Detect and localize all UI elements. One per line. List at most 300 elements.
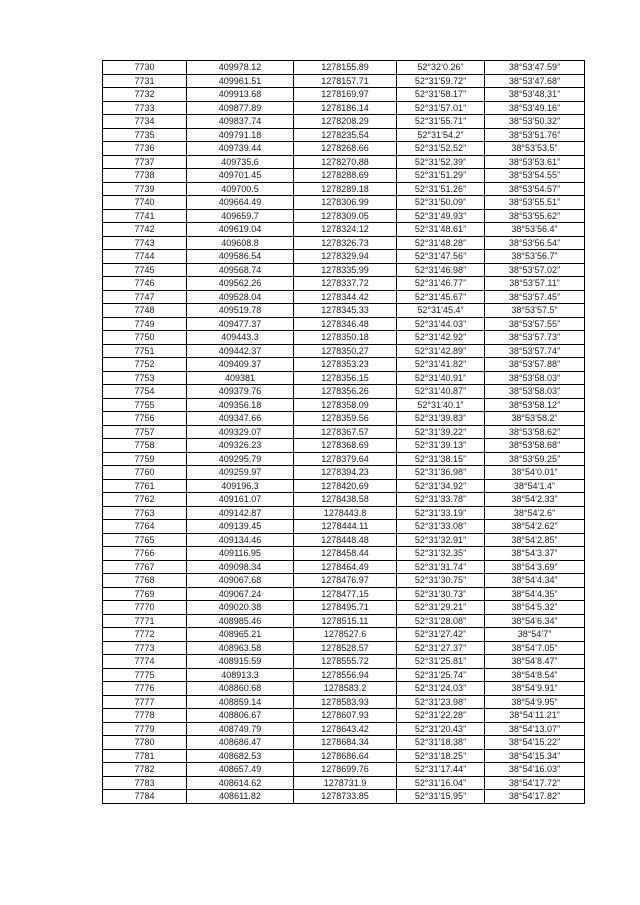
table-row bbox=[103, 439, 585, 453]
table-row bbox=[103, 88, 585, 102]
x-coordinate-cell: 409562.26 bbox=[187, 277, 294, 291]
latitude-cell: 52°31’15.95” bbox=[397, 790, 485, 804]
y-coordinate-cell: 1278556.94 bbox=[294, 668, 397, 682]
x-coordinate-cell: 408860.68 bbox=[187, 682, 294, 696]
table-row bbox=[103, 695, 585, 709]
point-number-cell: 7772 bbox=[103, 628, 187, 642]
x-coordinate-cell: 409142.87 bbox=[187, 506, 294, 520]
latitude-cell: 52°31’52.39” bbox=[397, 155, 485, 169]
point-number-cell: 7733 bbox=[103, 101, 187, 115]
table-row bbox=[103, 520, 585, 534]
point-number-cell: 7739 bbox=[103, 182, 187, 196]
longitude-cell: 38°53’57.88” bbox=[485, 358, 585, 372]
y-coordinate-cell: 1278367.57 bbox=[294, 425, 397, 439]
x-coordinate-cell: 409528.04 bbox=[187, 290, 294, 304]
latitude-cell: 52°31’30.73” bbox=[397, 587, 485, 601]
x-coordinate-cell: 409700.5 bbox=[187, 182, 294, 196]
y-coordinate-cell: 1278684.34 bbox=[294, 736, 397, 750]
longitude-cell: 38°54’17.82” bbox=[485, 790, 585, 804]
x-coordinate-cell: 409329.07 bbox=[187, 425, 294, 439]
table-row bbox=[103, 506, 585, 520]
table-row bbox=[103, 398, 585, 412]
x-coordinate-cell: 409477.37 bbox=[187, 317, 294, 331]
y-coordinate-cell: 1278733.85 bbox=[294, 790, 397, 804]
point-number-cell: 7745 bbox=[103, 263, 187, 277]
longitude-cell: 38°54’5.32” bbox=[485, 601, 585, 615]
point-number-cell: 7757 bbox=[103, 425, 187, 439]
table-row bbox=[103, 749, 585, 763]
latitude-cell: 52°31’32.91” bbox=[397, 533, 485, 547]
longitude-cell: 38°53’57.5” bbox=[485, 304, 585, 318]
point-number-cell: 7766 bbox=[103, 547, 187, 561]
y-coordinate-cell: 1278169.97 bbox=[294, 88, 397, 102]
x-coordinate-cell: 409067.24 bbox=[187, 587, 294, 601]
latitude-cell: 52°31’23.98” bbox=[397, 695, 485, 709]
table-row bbox=[103, 115, 585, 129]
table-row bbox=[103, 169, 585, 183]
y-coordinate-cell: 1278337.72 bbox=[294, 277, 397, 291]
x-coordinate-cell: 409356.18 bbox=[187, 398, 294, 412]
x-coordinate-cell: 408806.67 bbox=[187, 709, 294, 723]
y-coordinate-cell: 1278368.69 bbox=[294, 439, 397, 453]
x-coordinate-cell: 409116.95 bbox=[187, 547, 294, 561]
latitude-cell: 52°31’45.67” bbox=[397, 290, 485, 304]
y-coordinate-cell: 1278443.8 bbox=[294, 506, 397, 520]
point-number-cell: 7764 bbox=[103, 520, 187, 534]
point-number-cell: 7744 bbox=[103, 250, 187, 264]
longitude-cell: 38°54’3.69” bbox=[485, 560, 585, 574]
point-number-cell: 7762 bbox=[103, 493, 187, 507]
y-coordinate-cell: 1278326.73 bbox=[294, 236, 397, 250]
point-number-cell: 7730 bbox=[103, 61, 187, 75]
table-row bbox=[103, 641, 585, 655]
longitude-cell: 38°53’56.54” bbox=[485, 236, 585, 250]
y-coordinate-cell: 1278379.64 bbox=[294, 452, 397, 466]
x-coordinate-cell: 408749.79 bbox=[187, 722, 294, 736]
latitude-cell: 52°31’39.22” bbox=[397, 425, 485, 439]
table-row bbox=[103, 668, 585, 682]
table-row bbox=[103, 128, 585, 142]
longitude-cell: 38°54’6.34” bbox=[485, 614, 585, 628]
table-row bbox=[103, 790, 585, 804]
table-row bbox=[103, 628, 585, 642]
latitude-cell: 52°31’22.28” bbox=[397, 709, 485, 723]
table-row bbox=[103, 155, 585, 169]
table-row bbox=[103, 304, 585, 318]
latitude-cell: 52°31’59.72” bbox=[397, 74, 485, 88]
point-number-cell: 7784 bbox=[103, 790, 187, 804]
y-coordinate-cell: 1278583.93 bbox=[294, 695, 397, 709]
point-number-cell: 7736 bbox=[103, 142, 187, 156]
y-coordinate-cell: 1278350.18 bbox=[294, 331, 397, 345]
x-coordinate-cell: 408682.53 bbox=[187, 749, 294, 763]
x-coordinate-cell: 409619.04 bbox=[187, 223, 294, 237]
table-row bbox=[103, 101, 585, 115]
longitude-cell: 38°53’53.5” bbox=[485, 142, 585, 156]
point-number-cell: 7776 bbox=[103, 682, 187, 696]
y-coordinate-cell: 1278329.94 bbox=[294, 250, 397, 264]
latitude-cell: 52°31’17.44” bbox=[397, 763, 485, 777]
point-number-cell: 7755 bbox=[103, 398, 187, 412]
point-number-cell: 7771 bbox=[103, 614, 187, 628]
y-coordinate-cell: 1278495.71 bbox=[294, 601, 397, 615]
longitude-cell: 38°53’57.45” bbox=[485, 290, 585, 304]
latitude-cell: 52°31’24.03” bbox=[397, 682, 485, 696]
point-number-cell: 7754 bbox=[103, 385, 187, 399]
point-number-cell: 7751 bbox=[103, 344, 187, 358]
longitude-cell: 38°53’56.7” bbox=[485, 250, 585, 264]
latitude-cell: 52°31’51.29” bbox=[397, 169, 485, 183]
x-coordinate-cell: 408965.21 bbox=[187, 628, 294, 642]
y-coordinate-cell: 1278345.33 bbox=[294, 304, 397, 318]
longitude-cell: 38°54’4.34” bbox=[485, 574, 585, 588]
point-number-cell: 7782 bbox=[103, 763, 187, 777]
latitude-cell: 52°31’18.25” bbox=[397, 749, 485, 763]
latitude-cell: 52°31’40.91” bbox=[397, 371, 485, 385]
point-number-cell: 7747 bbox=[103, 290, 187, 304]
longitude-cell: 38°54’2.62” bbox=[485, 520, 585, 534]
latitude-cell: 52°31’32.35” bbox=[397, 547, 485, 561]
point-number-cell: 7760 bbox=[103, 466, 187, 480]
latitude-cell: 52°31’39.13” bbox=[397, 439, 485, 453]
table-row bbox=[103, 614, 585, 628]
x-coordinate-cell: 408611.82 bbox=[187, 790, 294, 804]
table-row bbox=[103, 385, 585, 399]
longitude-cell: 38°54’15.22” bbox=[485, 736, 585, 750]
longitude-cell: 38°53’57.73” bbox=[485, 331, 585, 345]
longitude-cell: 38°53’58.62” bbox=[485, 425, 585, 439]
y-coordinate-cell: 1278157.71 bbox=[294, 74, 397, 88]
table-row bbox=[103, 263, 585, 277]
x-coordinate-cell: 409196.3 bbox=[187, 479, 294, 493]
y-coordinate-cell: 1278699.76 bbox=[294, 763, 397, 777]
latitude-cell: 52°31’30.75” bbox=[397, 574, 485, 588]
y-coordinate-cell: 1278270.88 bbox=[294, 155, 397, 169]
x-coordinate-cell: 409877.89 bbox=[187, 101, 294, 115]
latitude-cell: 52°31’51.26” bbox=[397, 182, 485, 196]
latitude-cell: 52°31’16.04” bbox=[397, 776, 485, 790]
latitude-cell: 52°31’18.38” bbox=[397, 736, 485, 750]
point-number-cell: 7758 bbox=[103, 439, 187, 453]
x-coordinate-cell: 409295.79 bbox=[187, 452, 294, 466]
x-coordinate-cell: 408915.59 bbox=[187, 655, 294, 669]
latitude-cell: 52°31’42.92” bbox=[397, 331, 485, 345]
x-coordinate-cell: 409259.97 bbox=[187, 466, 294, 480]
latitude-cell: 52°31’55.71” bbox=[397, 115, 485, 129]
longitude-cell: 38°53’58.68” bbox=[485, 439, 585, 453]
table-row bbox=[103, 709, 585, 723]
y-coordinate-cell: 1278686.64 bbox=[294, 749, 397, 763]
table-row bbox=[103, 223, 585, 237]
longitude-cell: 38°53’58.12” bbox=[485, 398, 585, 412]
latitude-cell: 52°31’40.87” bbox=[397, 385, 485, 399]
latitude-cell: 52°31’49.93” bbox=[397, 209, 485, 223]
longitude-cell: 38°53’53.61” bbox=[485, 155, 585, 169]
table-row bbox=[103, 776, 585, 790]
table-row bbox=[103, 358, 585, 372]
y-coordinate-cell: 1278555.72 bbox=[294, 655, 397, 669]
point-number-cell: 7746 bbox=[103, 277, 187, 291]
longitude-cell: 38°53’57.11” bbox=[485, 277, 585, 291]
x-coordinate-cell: 408985.46 bbox=[187, 614, 294, 628]
point-number-cell: 7777 bbox=[103, 695, 187, 709]
y-coordinate-cell: 1278186.14 bbox=[294, 101, 397, 115]
longitude-cell: 38°53’55.62” bbox=[485, 209, 585, 223]
y-coordinate-cell: 1278444.11 bbox=[294, 520, 397, 534]
latitude-cell: 52°31’29.21” bbox=[397, 601, 485, 615]
table-row bbox=[103, 371, 585, 385]
point-number-cell: 7741 bbox=[103, 209, 187, 223]
longitude-cell: 38°53’55.51” bbox=[485, 196, 585, 210]
point-number-cell: 7780 bbox=[103, 736, 187, 750]
y-coordinate-cell: 1278306.99 bbox=[294, 196, 397, 210]
x-coordinate-cell: 409347.66 bbox=[187, 412, 294, 426]
point-number-cell: 7743 bbox=[103, 236, 187, 250]
longitude-cell: 38°54’17.72” bbox=[485, 776, 585, 790]
latitude-cell: 52°31’48.61” bbox=[397, 223, 485, 237]
point-number-cell: 7740 bbox=[103, 196, 187, 210]
table-row bbox=[103, 196, 585, 210]
x-coordinate-cell: 408686.47 bbox=[187, 736, 294, 750]
table-row bbox=[103, 412, 585, 426]
x-coordinate-cell: 408657.49 bbox=[187, 763, 294, 777]
point-number-cell: 7774 bbox=[103, 655, 187, 669]
x-coordinate-cell: 409664.49 bbox=[187, 196, 294, 210]
coordinates-table bbox=[102, 60, 585, 804]
longitude-cell: 38°53’58.2” bbox=[485, 412, 585, 426]
table-row bbox=[103, 182, 585, 196]
x-coordinate-cell: 409379.76 bbox=[187, 385, 294, 399]
table-row bbox=[103, 331, 585, 345]
table-row bbox=[103, 574, 585, 588]
x-coordinate-cell: 409161.07 bbox=[187, 493, 294, 507]
point-number-cell: 7750 bbox=[103, 331, 187, 345]
point-number-cell: 7767 bbox=[103, 560, 187, 574]
y-coordinate-cell: 1278476.97 bbox=[294, 574, 397, 588]
point-number-cell: 7748 bbox=[103, 304, 187, 318]
longitude-cell: 38°54’11.21” bbox=[485, 709, 585, 723]
point-number-cell: 7742 bbox=[103, 223, 187, 237]
longitude-cell: 38°54’2.85” bbox=[485, 533, 585, 547]
x-coordinate-cell: 409442.37 bbox=[187, 344, 294, 358]
point-number-cell: 7781 bbox=[103, 749, 187, 763]
y-coordinate-cell: 1278731.9 bbox=[294, 776, 397, 790]
x-coordinate-cell: 409067.68 bbox=[187, 574, 294, 588]
point-number-cell: 7783 bbox=[103, 776, 187, 790]
y-coordinate-cell: 1278583.2 bbox=[294, 682, 397, 696]
y-coordinate-cell: 1278358.09 bbox=[294, 398, 397, 412]
latitude-cell: 52°31’36.98” bbox=[397, 466, 485, 480]
y-coordinate-cell: 1278350.27 bbox=[294, 344, 397, 358]
point-number-cell: 7756 bbox=[103, 412, 187, 426]
y-coordinate-cell: 1278394.23 bbox=[294, 466, 397, 480]
y-coordinate-cell: 1278288.69 bbox=[294, 169, 397, 183]
latitude-cell: 52°31’44.03” bbox=[397, 317, 485, 331]
x-coordinate-cell: 409443.3 bbox=[187, 331, 294, 345]
point-number-cell: 7775 bbox=[103, 668, 187, 682]
y-coordinate-cell: 1278324.12 bbox=[294, 223, 397, 237]
latitude-cell: 52°31’31.74” bbox=[397, 560, 485, 574]
latitude-cell: 52°31’25.74” bbox=[397, 668, 485, 682]
table-row bbox=[103, 61, 585, 75]
x-coordinate-cell: 409139.45 bbox=[187, 520, 294, 534]
table-row bbox=[103, 425, 585, 439]
y-coordinate-cell: 1278353.23 bbox=[294, 358, 397, 372]
x-coordinate-cell: 409098.34 bbox=[187, 560, 294, 574]
y-coordinate-cell: 1278528.57 bbox=[294, 641, 397, 655]
latitude-cell: 52°31’46.77” bbox=[397, 277, 485, 291]
latitude-cell: 52°31’28.08” bbox=[397, 614, 485, 628]
y-coordinate-cell: 1278477.15 bbox=[294, 587, 397, 601]
longitude-cell: 38°54’8.54” bbox=[485, 668, 585, 682]
y-coordinate-cell: 1278643.42 bbox=[294, 722, 397, 736]
y-coordinate-cell: 1278420.69 bbox=[294, 479, 397, 493]
latitude-cell: 52°31’50.09” bbox=[397, 196, 485, 210]
longitude-cell: 38°54’2.6” bbox=[485, 506, 585, 520]
table-row bbox=[103, 344, 585, 358]
point-number-cell: 7759 bbox=[103, 452, 187, 466]
latitude-cell: 52°31’27.42” bbox=[397, 628, 485, 642]
y-coordinate-cell: 1278235.54 bbox=[294, 128, 397, 142]
latitude-cell: 52°31’25.81” bbox=[397, 655, 485, 669]
x-coordinate-cell: 408859.14 bbox=[187, 695, 294, 709]
x-coordinate-cell: 409913.68 bbox=[187, 88, 294, 102]
x-coordinate-cell: 408614.62 bbox=[187, 776, 294, 790]
table-row bbox=[103, 290, 585, 304]
table-row bbox=[103, 560, 585, 574]
longitude-cell: 38°54’13.07” bbox=[485, 722, 585, 736]
table-row bbox=[103, 655, 585, 669]
point-number-cell: 7749 bbox=[103, 317, 187, 331]
latitude-cell: 52°31’41.82” bbox=[397, 358, 485, 372]
x-coordinate-cell: 409735.6 bbox=[187, 155, 294, 169]
x-coordinate-cell: 408963.58 bbox=[187, 641, 294, 655]
longitude-cell: 38°53’59.25” bbox=[485, 452, 585, 466]
y-coordinate-cell: 1278458.44 bbox=[294, 547, 397, 561]
table-row bbox=[103, 466, 585, 480]
point-number-cell: 7779 bbox=[103, 722, 187, 736]
x-coordinate-cell: 409568.74 bbox=[187, 263, 294, 277]
longitude-cell: 38°54’9.91” bbox=[485, 682, 585, 696]
longitude-cell: 38°54’1.4” bbox=[485, 479, 585, 493]
longitude-cell: 38°54’0.01” bbox=[485, 466, 585, 480]
table-row bbox=[103, 142, 585, 156]
table-row bbox=[103, 736, 585, 750]
latitude-cell: 52°31’33.78” bbox=[397, 493, 485, 507]
table-row bbox=[103, 722, 585, 736]
x-coordinate-cell: 409134.46 bbox=[187, 533, 294, 547]
latitude-cell: 52°31’54.2” bbox=[397, 128, 485, 142]
point-number-cell: 7761 bbox=[103, 479, 187, 493]
longitude-cell: 38°53’58.03” bbox=[485, 371, 585, 385]
x-coordinate-cell: 409659.7 bbox=[187, 209, 294, 223]
x-coordinate-cell: 409608.8 bbox=[187, 236, 294, 250]
point-number-cell: 7753 bbox=[103, 371, 187, 385]
point-number-cell: 7770 bbox=[103, 601, 187, 615]
y-coordinate-cell: 1278289.18 bbox=[294, 182, 397, 196]
point-number-cell: 7768 bbox=[103, 574, 187, 588]
longitude-cell: 38°53’57.02” bbox=[485, 263, 585, 277]
x-coordinate-cell: 409409.37 bbox=[187, 358, 294, 372]
coordinates-table-body bbox=[103, 61, 585, 804]
longitude-cell: 38°54’3.37” bbox=[485, 547, 585, 561]
latitude-cell: 52°31’27.37” bbox=[397, 641, 485, 655]
table-row bbox=[103, 250, 585, 264]
y-coordinate-cell: 1278356.26 bbox=[294, 385, 397, 399]
latitude-cell: 52°31’45.4” bbox=[397, 304, 485, 318]
point-number-cell: 7731 bbox=[103, 74, 187, 88]
x-coordinate-cell: 409791.18 bbox=[187, 128, 294, 142]
y-coordinate-cell: 1278448.48 bbox=[294, 533, 397, 547]
longitude-cell: 38°53’58.03” bbox=[485, 385, 585, 399]
point-number-cell: 7752 bbox=[103, 358, 187, 372]
longitude-cell: 38°53’57.74” bbox=[485, 344, 585, 358]
table-row bbox=[103, 74, 585, 88]
latitude-cell: 52°31’47.56” bbox=[397, 250, 485, 264]
y-coordinate-cell: 1278527.6 bbox=[294, 628, 397, 642]
y-coordinate-cell: 1278438.58 bbox=[294, 493, 397, 507]
longitude-cell: 38°53’50.32” bbox=[485, 115, 585, 129]
y-coordinate-cell: 1278359.56 bbox=[294, 412, 397, 426]
point-number-cell: 7763 bbox=[103, 506, 187, 520]
latitude-cell: 52°31’34.92” bbox=[397, 479, 485, 493]
table-row bbox=[103, 763, 585, 777]
x-coordinate-cell: 409586.54 bbox=[187, 250, 294, 264]
x-coordinate-cell: 409739.44 bbox=[187, 142, 294, 156]
x-coordinate-cell: 409961.51 bbox=[187, 74, 294, 88]
y-coordinate-cell: 1278268.66 bbox=[294, 142, 397, 156]
y-coordinate-cell: 1278607.93 bbox=[294, 709, 397, 723]
table-row bbox=[103, 533, 585, 547]
longitude-cell: 38°53’54.55” bbox=[485, 169, 585, 183]
longitude-cell: 38°53’47.68” bbox=[485, 74, 585, 88]
point-number-cell: 7738 bbox=[103, 169, 187, 183]
x-coordinate-cell: 409326.23 bbox=[187, 439, 294, 453]
longitude-cell: 38°53’48.31” bbox=[485, 88, 585, 102]
longitude-cell: 38°54’16.03” bbox=[485, 763, 585, 777]
longitude-cell: 38°53’49.16” bbox=[485, 101, 585, 115]
x-coordinate-cell: 409381 bbox=[187, 371, 294, 385]
table-row bbox=[103, 277, 585, 291]
y-coordinate-cell: 1278346.48 bbox=[294, 317, 397, 331]
point-number-cell: 7778 bbox=[103, 709, 187, 723]
table-row bbox=[103, 493, 585, 507]
table-row bbox=[103, 452, 585, 466]
latitude-cell: 52°31’33.08” bbox=[397, 520, 485, 534]
point-number-cell: 7773 bbox=[103, 641, 187, 655]
y-coordinate-cell: 1278515.11 bbox=[294, 614, 397, 628]
x-coordinate-cell: 409837.74 bbox=[187, 115, 294, 129]
y-coordinate-cell: 1278356.15 bbox=[294, 371, 397, 385]
y-coordinate-cell: 1278335.99 bbox=[294, 263, 397, 277]
longitude-cell: 38°54’7.05” bbox=[485, 641, 585, 655]
latitude-cell: 52°31’46.98” bbox=[397, 263, 485, 277]
latitude-cell: 52°31’39.83” bbox=[397, 412, 485, 426]
point-number-cell: 7765 bbox=[103, 533, 187, 547]
latitude-cell: 52°31’38.15” bbox=[397, 452, 485, 466]
longitude-cell: 38°53’51.76” bbox=[485, 128, 585, 142]
point-number-cell: 7769 bbox=[103, 587, 187, 601]
latitude-cell: 52°31’52.52” bbox=[397, 142, 485, 156]
point-number-cell: 7732 bbox=[103, 88, 187, 102]
table-row bbox=[103, 209, 585, 223]
latitude-cell: 52°31’58.17” bbox=[397, 88, 485, 102]
longitude-cell: 38°54’2.33” bbox=[485, 493, 585, 507]
longitude-cell: 38°53’56.4” bbox=[485, 223, 585, 237]
y-coordinate-cell: 1278208.29 bbox=[294, 115, 397, 129]
latitude-cell: 52°32’0.26” bbox=[397, 61, 485, 75]
table-row bbox=[103, 236, 585, 250]
